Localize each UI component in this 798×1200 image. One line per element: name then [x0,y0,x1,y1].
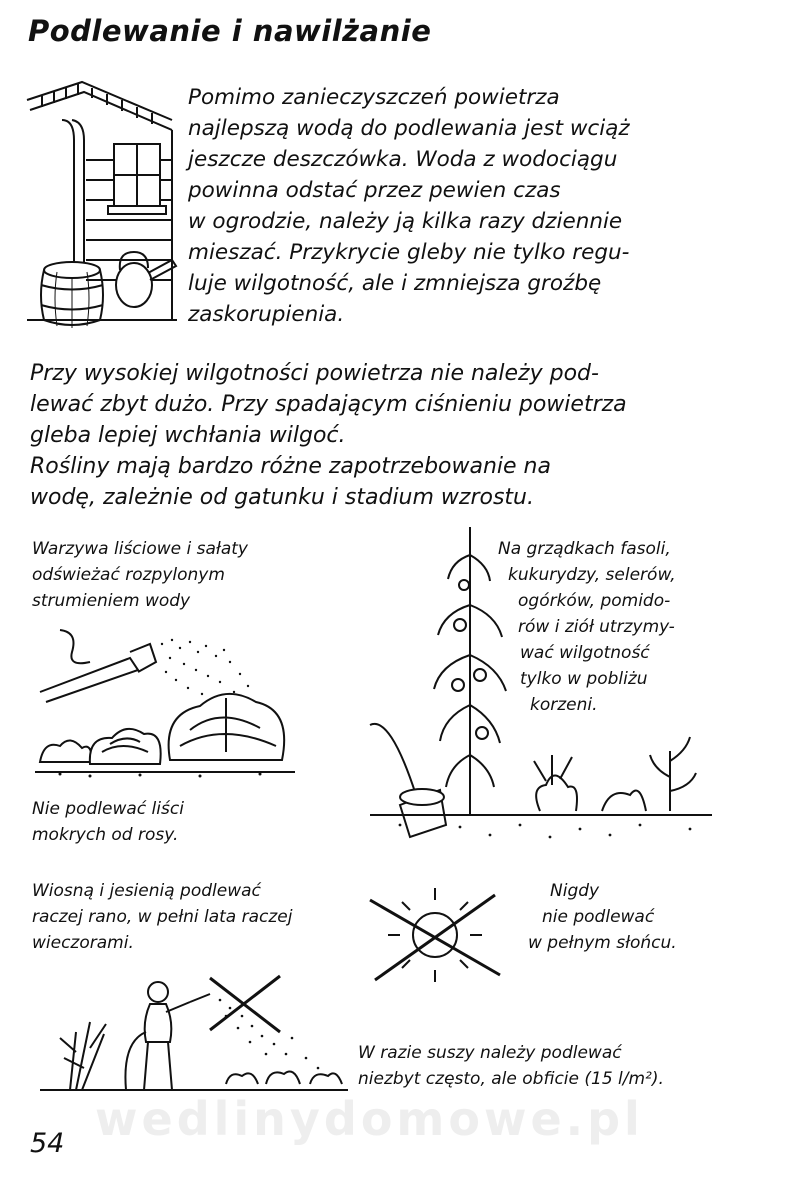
caption-leafy-vegetables [32,536,248,614]
caption-line: strumieniem wody [32,591,191,611]
intro-line: mieszać. Przykrycie gleby nie tylko regu- [188,240,630,265]
sprinkler-lettuce-illustration [30,622,300,782]
body-line: wodę, zależnie od gatunku i stadium wzrostu. [30,485,534,510]
body-line: Rośliny mają bardzo różne zapotrzebowanie na [30,454,551,479]
watermark: wedlinydomowe.pl [95,1092,644,1146]
caption-line: odświeżać rozpylonym [32,565,225,585]
caption-line: korzeni. [530,695,598,715]
intro-line: luje wilgotność, ale i zmniejsza groźbę [188,271,602,296]
caption-roots [498,536,676,718]
body-line: lewać zbyt dużo. Przy spadającym ciśnieniu powietrza [30,392,627,417]
caption-line: Wiosną i jesienią podlewać [32,881,261,901]
intro-line: jeszcze deszczówka. Woda z wodociągu [188,147,618,172]
page-title: Podlewanie i nawilżanie [28,14,432,48]
caption-line: wieczorami. [32,933,134,953]
gardener-watering-illustration [30,972,350,1102]
caption-line: ogórków, pomido- [518,591,671,611]
caption-line: mokrych od rosy. [32,825,179,845]
caption-season [32,878,292,956]
caption-sun [528,878,677,956]
body-line: gleba lepiej wchłania wilgoć. [30,423,346,448]
caption-line: raczej rano, w pełni lata raczej [32,907,293,927]
caption-line: Na grządkach fasoli, [498,539,671,559]
caption-line: Warzywa liściowe i sałaty [32,539,248,559]
body-line: Przy wysokiej wilgotności powietrza nie należy pod- [30,361,599,386]
caption-line: W razie suszy należy podlewać [358,1043,622,1063]
intro-paragraph [188,82,718,330]
intro-line: Pomimo zanieczyszczeń powietrza [188,85,560,110]
intro-line: zaskorupienia. [188,302,345,327]
intro-line: najlepszą wodą do podlewania jest wciąż [188,116,630,141]
caption-line: Nigdy [550,881,600,901]
intro-line: w ogrodzie, należy ją kilka razy dziennie [188,209,623,234]
caption-line: w pełnym słońcu. [528,933,677,953]
caption-line: tylko w pobliżu [520,669,648,689]
caption-line: niezbyt często, ale obficie (15 l/m²). [358,1069,664,1089]
caption-line: kukurydzy, selerów, [508,565,676,585]
caption-line: nie podlewać [542,907,655,927]
caption-line: Nie podlewać liści [32,799,184,819]
page-number: 54 [30,1128,65,1159]
caption-dew [32,796,184,848]
caption-drought [358,1040,664,1092]
rain-barrel-illustration [22,80,182,330]
body-paragraph [30,358,722,513]
crossed-out-sun-icon [365,880,505,990]
caption-line: rów i ziół utrzymy- [518,617,675,637]
intro-line: powinna odstać przez pewien czas [188,178,561,203]
caption-line: wać wilgotność [520,643,650,663]
